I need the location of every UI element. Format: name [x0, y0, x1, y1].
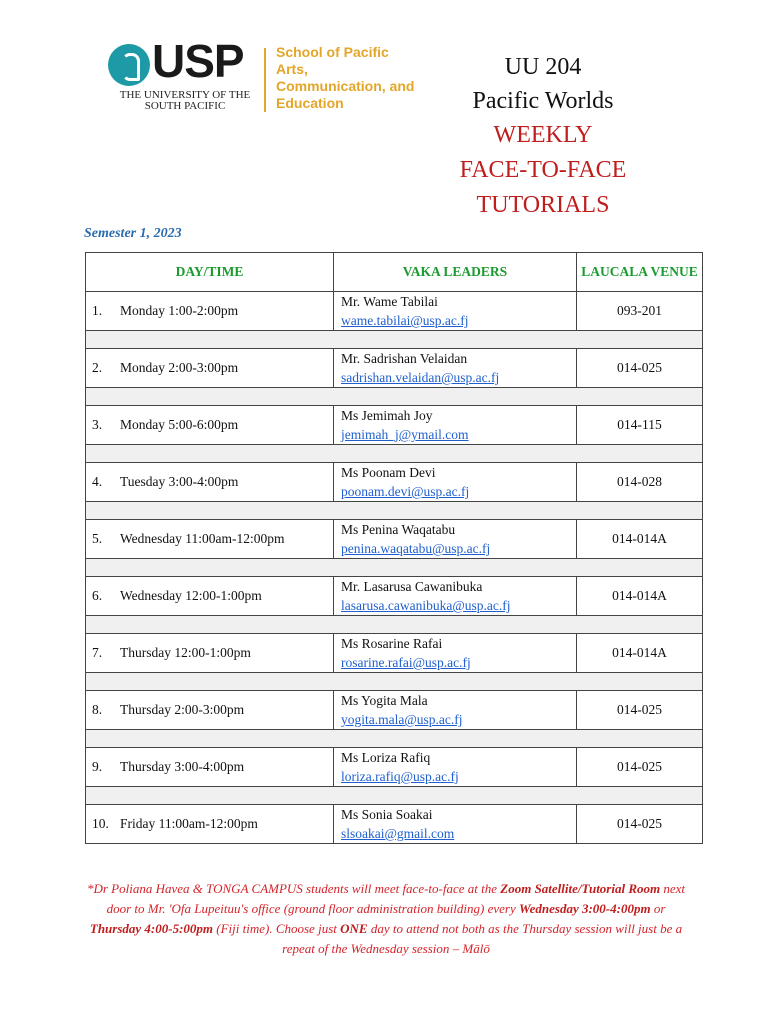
spacer-cell	[86, 787, 703, 805]
row-spacer	[86, 730, 703, 748]
column-header-daytime: DAY/TIME	[86, 253, 334, 292]
leader-name: Ms Rosarine Rafai	[341, 636, 443, 651]
leader-email-link[interactable]: loriza.rafiq@usp.ac.fj	[341, 769, 459, 784]
leader-cell	[334, 634, 577, 673]
leader-cell	[334, 292, 577, 331]
footnote-text: day to attend not both as the Thursday session will just be a repeat of the Wednesday session – Mālō	[282, 921, 683, 956]
spacer-cell	[86, 673, 703, 691]
leader-email-link[interactable]: wame.tabilai@usp.ac.fj	[341, 313, 469, 328]
daytime-cell	[86, 292, 334, 331]
spacer-cell	[86, 445, 703, 463]
row-number: 9.	[92, 759, 103, 774]
session-time: Friday 11:00am-12:00pm	[120, 816, 258, 831]
table-row	[86, 748, 703, 787]
daytime-cell	[86, 691, 334, 730]
logo-acronym: USP	[152, 35, 244, 87]
course-code: UU 204	[504, 54, 582, 80]
row-number: 5.	[92, 531, 103, 546]
row-number: 4.	[92, 474, 103, 489]
spacer-cell	[86, 388, 703, 406]
leader-email-link[interactable]: jemimah_j@ymail.com	[341, 427, 469, 442]
spacer-cell	[86, 559, 703, 577]
leader-cell	[334, 805, 577, 844]
session-time: Tuesday 3:00-4:00pm	[120, 474, 239, 489]
leader-name: Ms Poonam Devi	[341, 465, 436, 480]
spacer-cell	[86, 331, 703, 349]
daytime-cell	[86, 748, 334, 787]
venue-cell: 014-025	[577, 748, 703, 787]
table-row	[86, 463, 703, 502]
table-row	[86, 805, 703, 844]
daytime-cell	[86, 520, 334, 559]
logo-divider	[264, 48, 266, 112]
footnote-emphasis: Zoom Satellite/Tutorial Room	[500, 881, 661, 896]
course-name: Pacific Worlds	[472, 88, 614, 114]
usp-emblem-icon	[108, 44, 150, 86]
row-spacer	[86, 787, 703, 805]
leader-name: Mr. Sadrishan Velaidan	[341, 351, 468, 366]
leader-email-link[interactable]: slsoakai@gmail.com	[341, 826, 455, 841]
row-number: 7.	[92, 645, 103, 660]
daytime-cell	[86, 634, 334, 673]
session-time: Thursday 2:00-3:00pm	[120, 702, 245, 717]
leader-name: Ms Sonia Soakai	[341, 807, 433, 822]
row-number: 8.	[92, 702, 103, 717]
usp-logo	[106, 35, 416, 118]
row-number: 2.	[92, 360, 103, 375]
leader-cell	[334, 406, 577, 445]
session-time: Wednesday 11:00am-12:00pm	[120, 531, 285, 546]
session-time: Thursday 3:00-4:00pm	[120, 759, 245, 774]
footnote-emphasis: ONE	[340, 921, 368, 936]
session-time: Monday 5:00-6:00pm	[120, 417, 239, 432]
title-line: WEEKLY	[493, 122, 593, 148]
footnote-text: or	[650, 901, 666, 916]
footnote-emphasis: Thursday 4:00-5:00pm	[89, 921, 214, 936]
spacer-cell	[86, 502, 703, 520]
table-row	[86, 691, 703, 730]
table-row	[86, 520, 703, 559]
venue-cell: 014-025	[577, 349, 703, 388]
spacer-cell	[86, 616, 703, 634]
column-header-leaders: VAKA LEADERS	[334, 253, 577, 292]
leader-name: Mr. Lasarusa Cawanibuka	[341, 579, 483, 594]
row-number: 1.	[92, 303, 103, 318]
table-row	[86, 634, 703, 673]
leader-name: Ms Loriza Rafiq	[341, 750, 431, 765]
venue-cell: 014-028	[577, 463, 703, 502]
spacer-cell	[86, 730, 703, 748]
venue-cell: 014-014A	[577, 520, 703, 559]
daytime-cell	[86, 349, 334, 388]
footnote-text: (Fiji time). Choose just	[213, 921, 341, 936]
leader-cell	[334, 577, 577, 616]
leader-cell	[334, 463, 577, 502]
footnote-emphasis: Wednesday 3:00-4:00pm	[519, 901, 651, 916]
row-number: 6.	[92, 588, 103, 603]
venue-cell: 014-014A	[577, 634, 703, 673]
leader-email-link[interactable]: lasarusa.cawanibuka@usp.ac.fj	[341, 598, 511, 613]
document-header	[430, 50, 656, 223]
row-spacer	[86, 673, 703, 691]
title-line: FACE-TO-FACE	[459, 157, 627, 183]
row-spacer	[86, 559, 703, 577]
venue-cell: 014-025	[577, 691, 703, 730]
tutorial-schedule-table	[85, 252, 703, 844]
table-row	[86, 406, 703, 445]
venue-cell: 014-014A	[577, 577, 703, 616]
session-time: Wednesday 12:00-1:00pm	[120, 588, 262, 603]
column-header-venue: LAUCALA VENUE	[577, 253, 703, 292]
leader-name: Ms Penina Waqatabu	[341, 522, 456, 537]
table-header-row	[86, 253, 703, 292]
row-spacer	[86, 388, 703, 406]
leader-email-link[interactable]: rosarine.rafai@usp.ac.fj	[341, 655, 471, 670]
daytime-cell	[86, 463, 334, 502]
logo-university-name: THE UNIVERSITY OF THE SOUTH PACIFIC	[119, 89, 251, 112]
leader-name: Mr. Wame Tabilai	[341, 294, 438, 309]
title-line: TUTORIALS	[476, 192, 610, 218]
table-row	[86, 292, 703, 331]
footnote-text: *Dr Poliana Havea & TONGA CAMPUS students will meet face-to-face at the	[86, 881, 501, 896]
session-time: Thursday 12:00-1:00pm	[120, 645, 251, 660]
logo-school-name: School of Pacific Arts, Communication, and Education	[276, 44, 415, 111]
row-spacer	[86, 616, 703, 634]
leader-email-link[interactable]: poonam.devi@usp.ac.fj	[341, 484, 470, 499]
venue-cell: 014-025	[577, 805, 703, 844]
daytime-cell	[86, 577, 334, 616]
daytime-cell	[86, 805, 334, 844]
row-number: 3.	[92, 417, 103, 432]
leader-name: Ms Jemimah Joy	[341, 408, 433, 423]
leader-email-link[interactable]: sadrishan.velaidan@usp.ac.fj	[341, 370, 500, 385]
session-time: Monday 1:00-2:00pm	[120, 303, 239, 318]
footnote	[84, 879, 688, 959]
leader-cell	[334, 520, 577, 559]
leader-name: Ms Yogita Mala	[341, 693, 428, 708]
footnote-text: next door to Mr. 'Ofa Lupeituu's office (ground floor administration building) every	[106, 881, 686, 916]
row-spacer	[86, 445, 703, 463]
venue-cell: 093-201	[577, 292, 703, 331]
session-time: Monday 2:00-3:00pm	[120, 360, 239, 375]
leader-email-link[interactable]: yogita.mala@usp.ac.fj	[341, 712, 463, 727]
daytime-cell	[86, 406, 334, 445]
row-number: 10.	[92, 816, 109, 831]
table-row	[86, 349, 703, 388]
leader-cell	[334, 748, 577, 787]
leader-email-link[interactable]: penina.waqatabu@usp.ac.fj	[341, 541, 491, 556]
venue-cell: 014-115	[577, 406, 703, 445]
leader-cell	[334, 691, 577, 730]
semester-label: Semester 1, 2023	[84, 226, 182, 241]
row-spacer	[86, 331, 703, 349]
row-spacer	[86, 502, 703, 520]
table-row	[86, 577, 703, 616]
leader-cell	[334, 349, 577, 388]
